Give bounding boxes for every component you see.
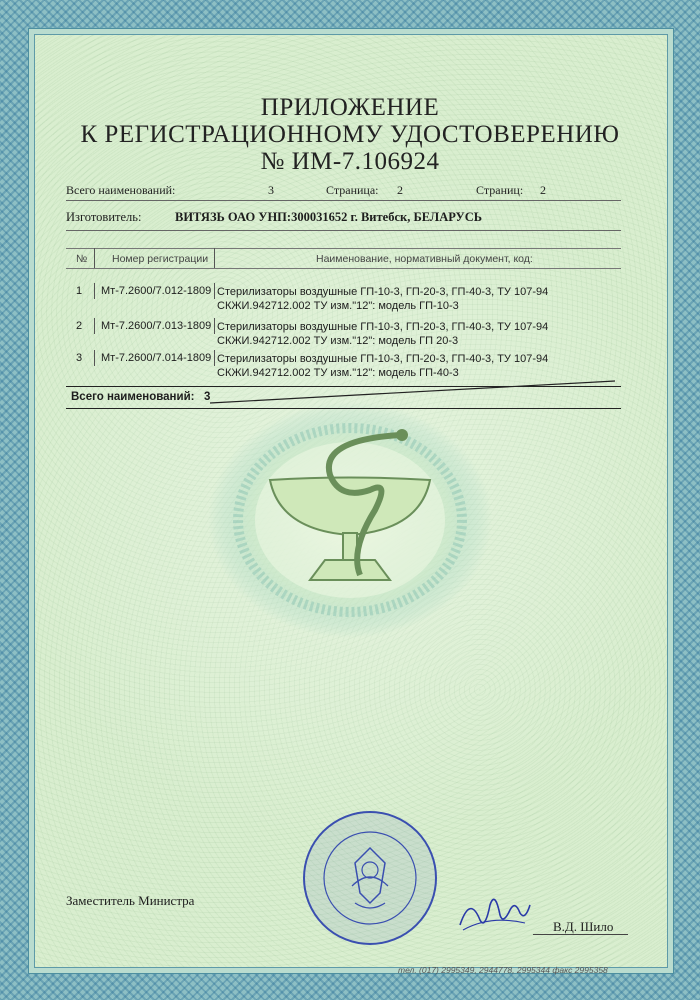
table-total-value: 3 <box>204 391 211 403</box>
signature <box>455 885 535 940</box>
column-divider <box>94 350 95 366</box>
column-header-registration: Номер регистрации <box>112 253 209 265</box>
registration-number: Мт-7.2600/7.013-1809 <box>101 320 212 332</box>
product-name-line-2: СКЖИ.942712.002 ТУ изм."12": модель ГП 20-3 <box>217 335 459 347</box>
table-total-label: Всего наименований: <box>71 391 195 403</box>
manufacturer-label: Изготовитель: <box>66 210 142 224</box>
signatory-position: Заместитель Министра <box>66 893 195 908</box>
manufacturer-divider <box>66 230 621 231</box>
product-name-line-1: Стерилизаторы воздушные ГП-10-3, ГП-20-3, ГП-40-3, ТУ 107-94 <box>217 321 549 333</box>
column-divider <box>214 318 215 334</box>
total-value: 3 <box>268 183 274 197</box>
column-divider <box>214 283 215 299</box>
product-name-line-1: Стерилизаторы воздушные ГП-10-3, ГП-20-3, ГП-40-3, ТУ 107-94 <box>217 353 549 365</box>
product-name-line-2: СКЖИ.942712.002 ТУ изм."12": модель ГП-40-3 <box>217 367 459 379</box>
signature-line <box>533 934 628 935</box>
column-divider <box>214 350 215 366</box>
registration-number: Мт-7.2600/7.014-1809 <box>101 352 212 364</box>
page-label: Страница: <box>326 183 379 197</box>
column-divider <box>94 318 95 334</box>
column-header-number: № <box>76 253 88 265</box>
row-number: 2 <box>76 320 83 332</box>
signatory-name: В.Д. Шило <box>553 919 614 934</box>
registration-number: Мт-7.2600/7.012-1809 <box>101 285 212 297</box>
manufacturer-value: ВИТЯЗЬ ОАО УНП:300031652 г. Витебск, БЕЛАРУСЬ <box>175 210 483 224</box>
product-name-line-2: СКЖИ.942712.002 ТУ изм."12": модель ГП-10-3 <box>217 300 459 312</box>
pages-value: 2 <box>540 183 546 197</box>
column-divider <box>214 248 215 268</box>
table-top-border <box>66 248 621 249</box>
pages-label: Страниц: <box>476 183 524 197</box>
strike-through-line <box>210 378 620 408</box>
table-header-bottom-border <box>66 268 621 269</box>
product-name-line-1: Стерилизаторы воздушные ГП-10-3, ГП-20-3, ГП-40-3, ТУ 107-94 <box>217 286 549 298</box>
certificate-number: № ИМ-7.106924 <box>260 148 440 175</box>
total-bottom-border <box>66 408 621 409</box>
column-divider <box>94 283 95 299</box>
medical-emblem-watermark <box>200 400 500 650</box>
title-line-2: К РЕГИСТРАЦИОННОМУ УДОСТОВЕРЕНИЮ <box>80 121 620 148</box>
column-divider <box>94 248 95 268</box>
official-stamp <box>300 808 440 948</box>
total-label: Всего наименований: <box>66 183 176 197</box>
column-header-name: Наименование, нормативный документ, код: <box>316 253 533 265</box>
contact-phones: тел. (017) 2995349, 2944778, 2995344 факс 2995358 <box>398 965 608 975</box>
summary-divider <box>66 200 621 201</box>
row-number: 1 <box>76 285 83 297</box>
title-line-1: ПРИЛОЖЕНИЕ <box>260 94 440 121</box>
page-value: 2 <box>397 183 403 197</box>
row-number: 3 <box>76 352 83 364</box>
